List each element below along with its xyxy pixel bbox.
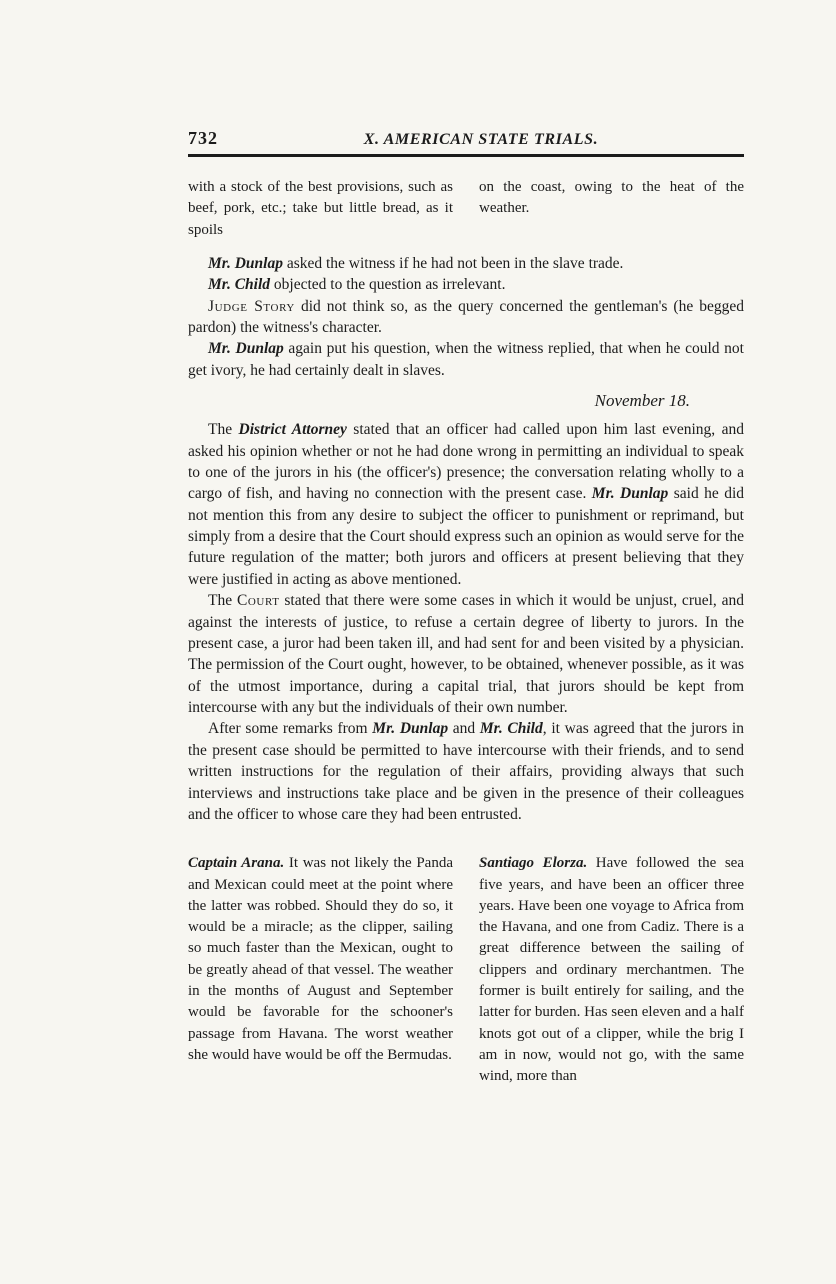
paragraph-text: After some remarks from xyxy=(208,720,373,738)
speaker-name: Mr. Dunlap xyxy=(208,254,283,272)
witness-name: Santiago Elorza. xyxy=(479,855,588,872)
speaker-name: Judge Story xyxy=(208,297,295,315)
top-two-column-section xyxy=(188,177,744,241)
proceedings-section xyxy=(188,253,744,381)
testimony-captain-arana xyxy=(188,853,453,1087)
top-right-column: on the coast, owing to the heat of the weather. xyxy=(479,179,744,217)
district-attorney-name: District Attorney xyxy=(238,421,347,439)
paragraph-text: The xyxy=(208,421,239,439)
proceeding-text: objected to the question as irrelevant. xyxy=(270,276,506,294)
speaker-name: Mr. Dunlap xyxy=(208,340,284,358)
testimony-text: It was not likely the Panda and Mexican could meet at the point where the latter was robbed. Should they do so, it would be a miracle; as the clipper, sailing so much faster than the Mexican, ought to be greatly ahead of that vessel. The weather in the months of August and September would be favorable for the schooner's passage from Havana. The worst weather she would have would be off the Bermudas. xyxy=(188,855,453,1063)
paragraph-text: stated that there were some cases in which it would be unjust, cruel, and against the interests of justice, to refuse a certain degree of liberty to jurors. In the present case, a juror had been taken ill, and had sent for and been visited by a physician. The permission of the Court ought, however, to be obtained, whenever possible, as it was of the utmost importance, during a capital trial, that jurors should be kept from intercourse with any but the individuals of their own number. xyxy=(188,592,744,717)
paragraph-text: stated that an officer had called upon him last evening, and asked his opinion whether or not he had done wrong in permitting an individual to speak to one of the jurors in his (the officer's) presence; the conversation relating wholly to a cargo of fish, and having no connection with the present case. xyxy=(188,421,744,503)
speaker-name: Mr. Dunlap xyxy=(372,720,449,738)
proceeding-text: asked the witness if he had not been in the slave trade. xyxy=(282,254,624,272)
header-rule xyxy=(188,154,744,157)
page-content xyxy=(188,128,744,1088)
paragraph-text: The xyxy=(208,592,237,610)
paragraph-text: , it was agreed that the jurors in the present case should be permitted to have intercourse with their friends, and to send written instructions for the regulation of their affairs, providing always that such interviews and instructions take place and be given in the presence of their colleagues and the officer to whose care they had been entrusted. xyxy=(188,720,744,823)
running-header xyxy=(188,128,744,149)
paragraph-court-ruling xyxy=(188,590,744,718)
testimony-santiago-elorza xyxy=(479,853,744,1087)
speaker-name: Mr. Dunlap xyxy=(591,485,669,503)
proceeding-paragraph-dunlap-2 xyxy=(188,338,744,381)
witness-name: Captain Arana. xyxy=(188,855,285,872)
speaker-name: Mr. Child xyxy=(479,720,543,738)
proceeding-paragraph-judge-story xyxy=(188,296,744,339)
testimony-text: Have followed the sea five years, and have been an officer three years. Have been one voyage to Africa from the Havana, and one from Cadiz. There is a great difference between the sailing of clippers and ordinary merchantmen. The former is built entirely for sailing, and the latter for burden. Has seen eleven and a half knots got out of a clipper, while the brig I am in now, would not go, with the same wind, more than xyxy=(479,855,744,1085)
date-heading: November 18. xyxy=(594,391,690,411)
proceeding-paragraph-dunlap-1 xyxy=(188,253,744,274)
proceeding-text: did not think so, as the query concerned the gentleman's (he begged pardon) the witness's character. xyxy=(188,297,744,337)
proceeding-paragraph-child xyxy=(188,274,744,295)
paragraph-text: and xyxy=(448,720,480,738)
paragraph-agreement xyxy=(188,718,744,825)
court-name: Court xyxy=(236,592,280,610)
bottom-two-column-section xyxy=(188,853,744,1087)
paragraph-district-attorney xyxy=(188,419,744,590)
top-left-column: with a stock of the best provisions, such as beef, pork, etc.; take but little bread, as it spoils xyxy=(188,179,453,238)
running-title: X. AMERICAN STATE TRIALS. xyxy=(363,131,599,148)
speaker-name: Mr. Child xyxy=(208,276,271,294)
paragraph-text: said he did not mention this from any desire to subject the officer to punishment or reprimand, but simply from a desire that the Court should express such an opinion as would serve for the future regulation of the matter; both jurors and officers at present believing that they were justified in acting as above mentioned. xyxy=(188,485,745,588)
page-number: 732 xyxy=(188,128,218,148)
proceeding-text: again put his question, when the witness replied, that when he could not get ivory, he had certainly dealt in slaves. xyxy=(188,340,744,379)
